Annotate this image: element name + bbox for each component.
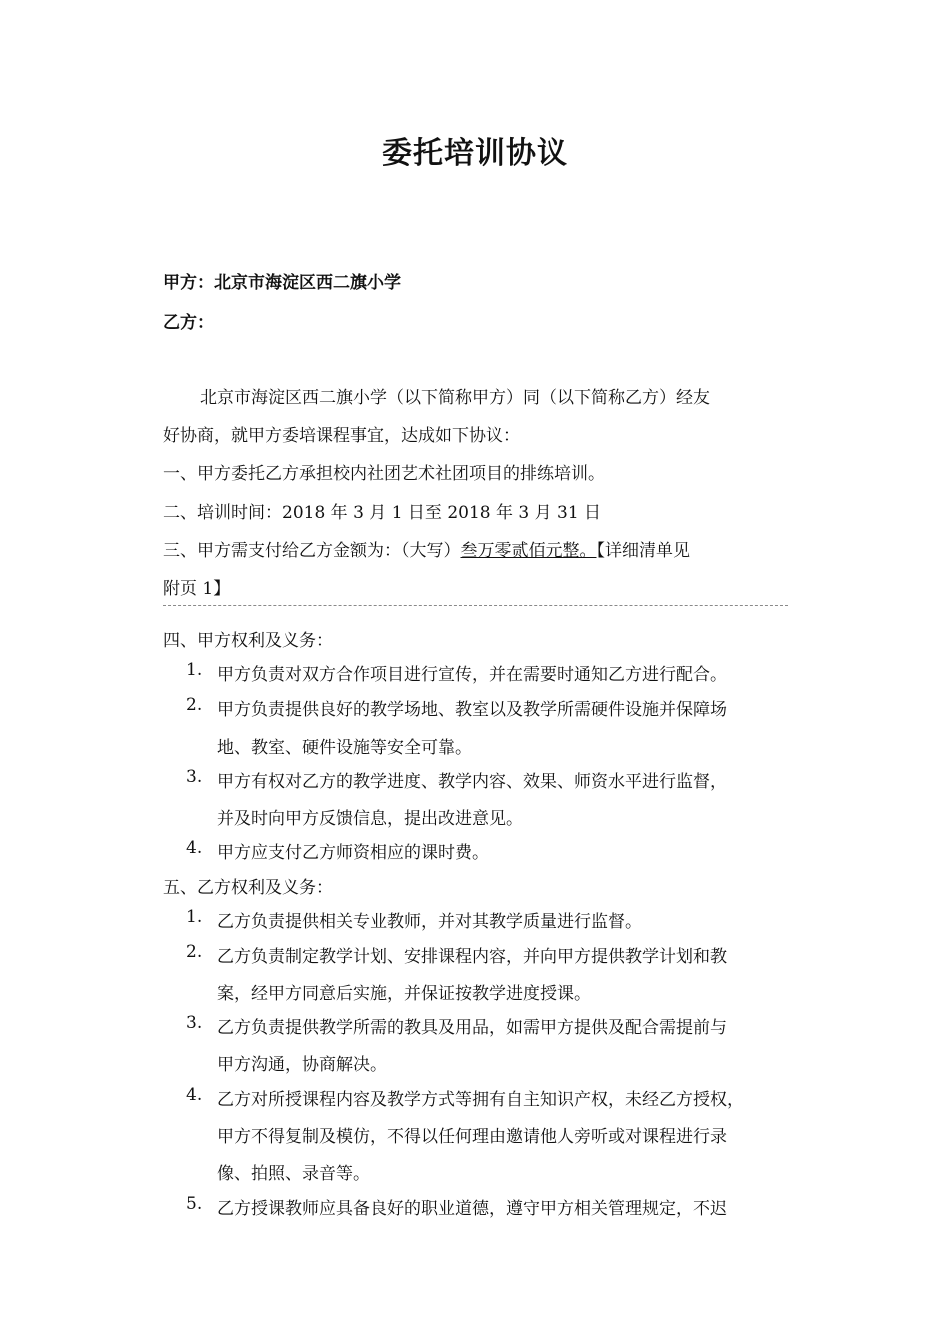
list-item-number: 5.	[186, 1194, 203, 1214]
list-item-text: 甲方有权对乙方的教学进度、教学内容、效果、师资水平进行监督，	[217, 772, 727, 792]
list-item-text: 乙方负责提供教学所需的教具及用品，如需甲方提供及配合需提前与	[217, 1018, 727, 1038]
party-b: 乙方：	[163, 313, 214, 333]
clause-3-prefix: 三、甲方需支付给乙方金额为：（大写）	[163, 541, 461, 561]
dashed-separator	[163, 605, 788, 606]
list-item-text: 并及时向甲方反馈信息，提出改进意见。	[217, 809, 523, 829]
list-item-number: 1.	[186, 907, 203, 927]
list-item-number: 2.	[186, 942, 203, 962]
intro-line-2: 好协商，就甲方委培课程事宜，达成如下协议：	[163, 426, 520, 446]
list-item-text: 乙方对所授课程内容及教学方式等拥有自主知识产权，未经乙方授权，	[217, 1090, 744, 1110]
list-item-number: 1.	[186, 660, 203, 680]
section-4-title: 四、甲方权利及义务：	[163, 631, 333, 651]
clause-3-suffix: 【详细清单见	[596, 541, 690, 561]
document-title: 委托培训协议	[382, 136, 568, 171]
list-item-text: 乙方授课教师应具备良好的职业道德，遵守甲方相关管理规定，不迟	[217, 1199, 727, 1219]
list-item-text: 乙方负责制定教学计划、安排课程内容，并向甲方提供教学计划和教	[217, 947, 727, 967]
list-item-number: 4.	[186, 838, 203, 858]
clause-3-line-2: 附页 1】	[163, 579, 231, 599]
list-item-text: 地、教室、硬件设施等安全可靠。	[217, 738, 472, 758]
list-item-text: 像、拍照、录音等。	[217, 1164, 370, 1184]
list-item-text: 甲方应支付乙方师资相应的课时费。	[217, 843, 489, 863]
list-item-text: 案，经甲方同意后实施，并保证按教学进度授课。	[217, 984, 591, 1004]
list-item-text: 乙方负责提供相关专业教师，并对其教学质量进行监督。	[217, 912, 642, 932]
clause-3-amount: 叁万零贰佰元整。	[460, 541, 597, 561]
clause-3	[163, 536, 690, 561]
list-item-number: 2.	[186, 695, 203, 715]
intro-line-1: 北京市海淀区西二旗小学（以下简称甲方）同（以下简称乙方）经友	[200, 388, 710, 408]
list-item-text: 甲方不得复制及模仿，不得以任何理由邀请他人旁听或对课程进行录	[217, 1127, 727, 1147]
list-item-text: 甲方沟通，协商解决。	[217, 1055, 387, 1075]
clause-1: 一、甲方委托乙方承担校内社团艺术社团项目的排练培训。	[163, 464, 605, 484]
list-item-number: 3.	[186, 767, 203, 787]
section-5-title: 五、乙方权利及义务：	[163, 878, 333, 898]
list-item-number: 3.	[186, 1013, 203, 1033]
party-a: 甲方：北京市海淀区西二旗小学	[163, 273, 401, 293]
clause-2: 二、培训时间：2018 年 3 月 1 日至 2018 年 3 月 31 日	[163, 503, 602, 523]
list-item-number: 4.	[186, 1085, 203, 1105]
list-item-text: 甲方负责对双方合作项目进行宣传，并在需要时通知乙方进行配合。	[217, 665, 727, 685]
list-item-text: 甲方负责提供良好的教学场地、教室以及教学所需硬件设施并保障场	[217, 700, 727, 720]
